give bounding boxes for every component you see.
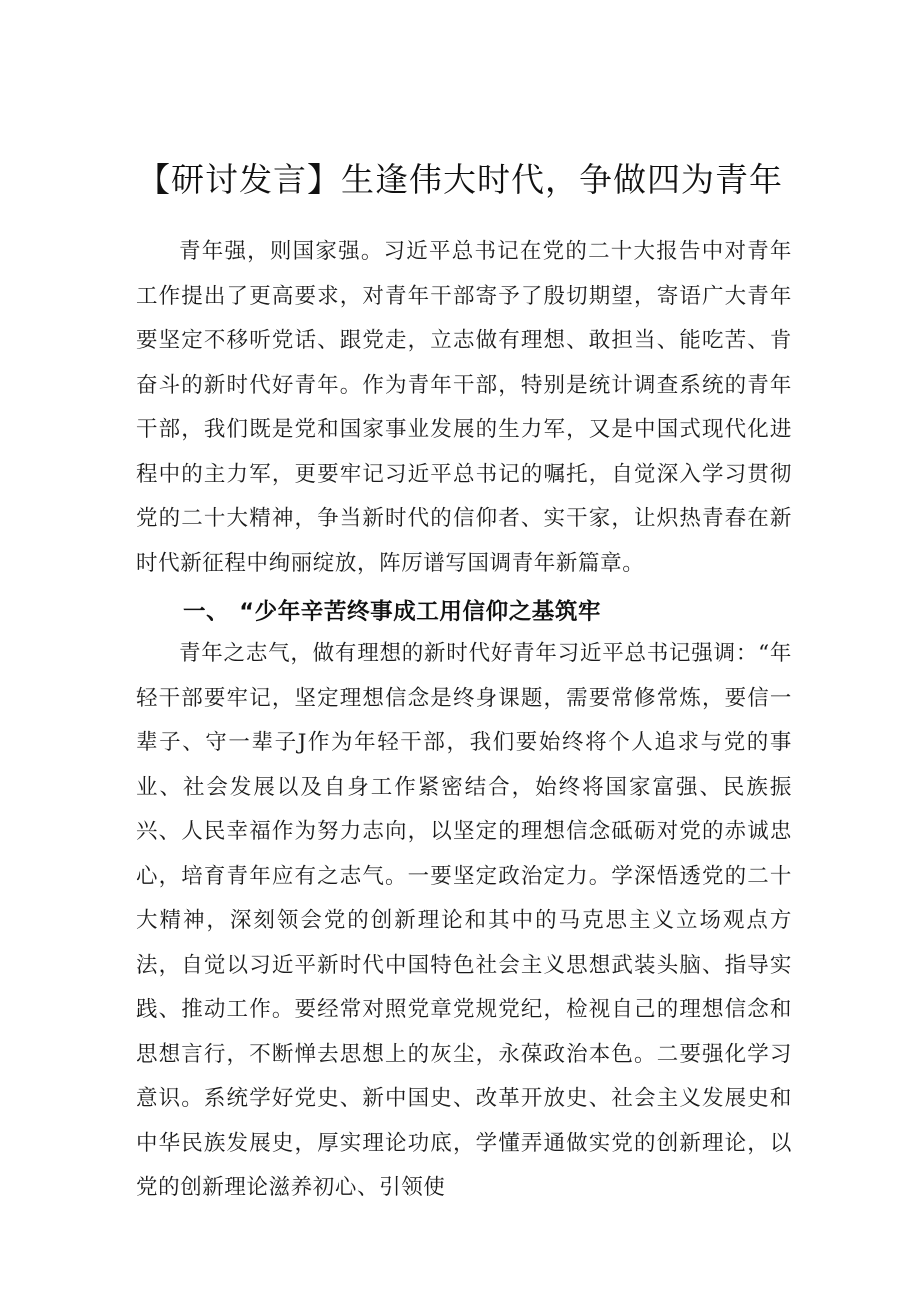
document-title: 【研讨发言】生逢伟大时代，争做四为青年 [137, 160, 783, 199]
section-heading [183, 592, 601, 632]
section-paragraph: 青年之志气，做有理想的新时代好青年习近平总书记强调：“年轻干部要牢记，坚定理想信念是终身课题，需要常修常炼，要信一辈子、守一辈子J作为年轻干部，我们要始终将个人追求与党的事业、社会发展以及自身工作紧密结合，始终将国家富强、民族振兴、人民幸福作为努力志向，以坚定的理想信念砥砺对党的赤诚忠心，培育青年应有之志气。一要坚定政治定力。学深悟透党的二十大精神，深刻领会党的创新理论和其中的马克思主义立场观点方法，自觉以习近平新时代中国特色社会主义思想武装头脑、指导实践、推动工作。要经常对照党章党规党纪，检视自己的理想信念和思想言行，不断惮去思想上的灰尘，永葆政治本色。二要强化学习意识。系统学好党史、新中国史、改革开放史、社会主义发展史和中华民族发展史，厚实理论功底，学懂弄通做实党的创新理论，以党的创新理论滋养初心、引领使 [136, 641, 792, 1200]
section-number: 一、 [183, 599, 230, 625]
section-heading-text: “少年辛苦终事成工用信仰之基筑牢 [239, 599, 602, 625]
intro-paragraph: 青年强，则国家强。习近平总书记在党的二十大报告中对青年工作提出了更高要求，对青年干部寄予了殷切期望，寄语广大青年要坚定不移听党话、跟党走，立志做有理想、敢担当、能吃苦、肯奋斗的新时代好青年。作为青年干部，特别是统计调查系统的青年干部，我们既是党和国家事业发展的生力军，又是中国式现代化进程中的主力军，更要牢记习近平总书记的嘱托，自觉深入学习贯彻党的二十大精神，争当新时代的信仰者、实干家，让炽热青春在新时代新征程中绚丽绽放，阵厉谱写国调青年新篇章。 [136, 239, 792, 576]
